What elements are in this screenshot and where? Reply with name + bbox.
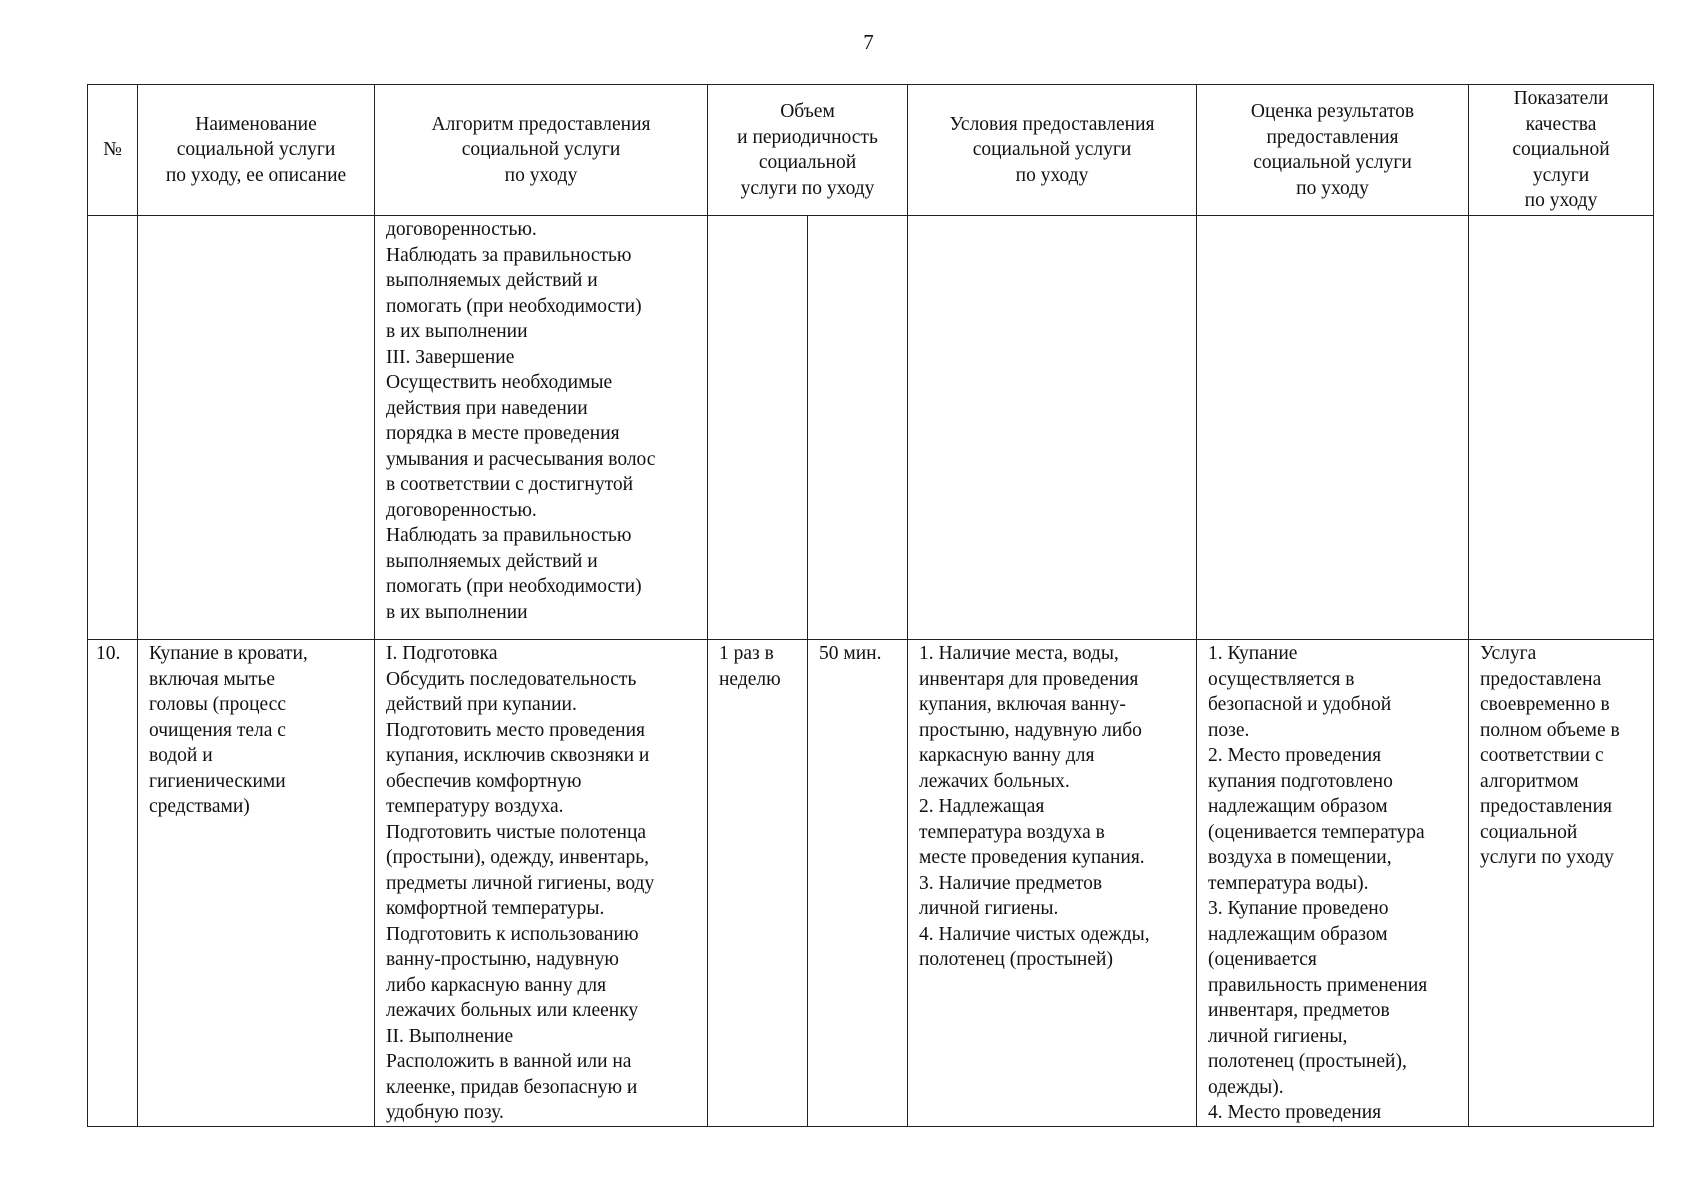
text-line: 3. Купание проведено xyxy=(1208,898,1389,919)
text-line: действий при купании. xyxy=(386,694,577,715)
text-line: действия при наведении xyxy=(386,397,588,419)
text-line: 3. Наличие предметов xyxy=(919,872,1103,894)
text-line: удобную позу. xyxy=(386,1102,504,1123)
text-line: I. Подготовка xyxy=(386,643,498,664)
algorithm-cell xyxy=(375,216,708,640)
text-line: полотенец (простыней), xyxy=(1208,1051,1407,1072)
text-line: полотенец (простыней) xyxy=(919,949,1113,970)
text-line: 1. Купание xyxy=(1208,643,1298,664)
header-text-line: качества xyxy=(1525,113,1597,135)
text-line: гигиеническими xyxy=(149,770,286,792)
header-text-line: социальной услуги xyxy=(461,139,621,161)
text-line: головы (процесс xyxy=(149,694,286,715)
header-text-line: предоставления xyxy=(1266,126,1399,148)
page-number: 7 xyxy=(863,30,874,54)
text-line: предоставления xyxy=(1480,796,1612,817)
header-text-line: и периодичность xyxy=(737,126,878,148)
text-line: температура воздуха в xyxy=(919,821,1105,843)
text-line: Подготовить место проведения xyxy=(386,719,646,741)
text-line: (простыни), одежду, инвентарь, xyxy=(386,847,650,868)
frequency-cell xyxy=(708,640,808,1127)
text-line: 1. Наличие места, воды, xyxy=(919,643,1119,664)
text-line: либо каркасную ванну для xyxy=(386,974,607,996)
header-text-line: по уходу xyxy=(1524,190,1598,212)
text-line: купания подготовлено xyxy=(1208,770,1393,792)
text-line: в их выполнении xyxy=(386,321,528,342)
text-line: предметы личной гигиены, воду xyxy=(386,872,655,894)
text-line: Наблюдать за правильностью xyxy=(386,244,632,266)
header-text-line: по уходу xyxy=(1015,164,1089,186)
text-line: 2. Место проведения xyxy=(1208,745,1382,766)
header-text-line: социальной xyxy=(758,152,857,173)
header-text-line: социальной xyxy=(1512,139,1610,161)
header-algorithm xyxy=(375,85,708,216)
text-line: воздуха в помещении, xyxy=(1208,847,1392,868)
text-line: в их выполнении xyxy=(386,601,528,623)
quality-cell xyxy=(1469,640,1654,1127)
header-text-line: по уходу xyxy=(504,164,578,186)
text-line: договоренностью. xyxy=(386,499,537,521)
conditions-cell xyxy=(908,216,1197,640)
header-text-line: социальной услуги xyxy=(972,139,1132,161)
text-line: Услуга xyxy=(1480,643,1537,664)
text-line: надлежащим образом xyxy=(1208,796,1388,817)
table-row xyxy=(88,640,1654,1127)
text-line: купания, исключив сквозняки и xyxy=(386,745,650,766)
frequency-cell xyxy=(708,216,808,640)
text-line: водой и xyxy=(149,745,213,766)
text-line: лежачих больных. xyxy=(919,770,1070,792)
text-line: личной гигиены, xyxy=(1208,1025,1348,1047)
text-line: обеспечив комфортную xyxy=(386,770,582,792)
text-line: помогать (при необходимости) xyxy=(386,576,642,597)
text-line: (оценивается температура xyxy=(1208,821,1425,843)
text-line: договоренностью. xyxy=(386,219,537,240)
header-volume xyxy=(708,85,908,216)
text-line: включая мытье xyxy=(149,668,276,690)
header-text-line: Объем xyxy=(780,101,835,122)
text-line: ванну-простыню, надувную xyxy=(386,949,619,970)
text-line: Подготовить к использованию xyxy=(386,923,639,945)
conditions-cell xyxy=(908,640,1197,1127)
text-line: порядка в месте проведения xyxy=(386,423,620,444)
text-line: позе. xyxy=(1208,719,1250,741)
text-line: надлежащим образом xyxy=(1208,923,1388,945)
text-line: в соответствии с достигнутой xyxy=(386,474,634,495)
text-line: Обсудить последовательность xyxy=(386,668,637,690)
text-line: очищения тела с xyxy=(149,719,286,741)
text-line: Подготовить чистые полотенца xyxy=(386,821,647,843)
text-line: выполняемых действий и xyxy=(386,550,598,572)
services-table xyxy=(87,84,1654,1127)
text-line: 4. Место проведения xyxy=(1208,1102,1382,1123)
text-line: осуществляется в xyxy=(1208,668,1355,690)
text-line: правильность применения xyxy=(1208,974,1428,996)
header-text-line: услуги xyxy=(1532,164,1590,186)
text-line: температуру воздуха. xyxy=(386,796,564,817)
service-name-cell xyxy=(138,216,375,640)
evaluation-cell xyxy=(1197,216,1469,640)
duration-cell xyxy=(808,640,908,1127)
text-line: Наблюдать за правильностью xyxy=(386,525,632,546)
text-line: полном объеме в xyxy=(1480,719,1620,741)
text-line: лежачих больных или клеенку xyxy=(386,1000,639,1021)
header-service-name xyxy=(138,85,375,216)
text-line: инвентаря для проведения xyxy=(919,668,1139,690)
header-text-line: социальной услуги xyxy=(176,139,336,161)
text-line: купания, включая ванну- xyxy=(919,694,1126,715)
header-text-line: Наименование xyxy=(195,113,317,135)
header-number: № xyxy=(88,85,138,216)
header-text-line: Показатели xyxy=(1513,88,1609,110)
text-line: предоставлена xyxy=(1480,668,1602,690)
text-line: (оценивается xyxy=(1208,949,1317,970)
header-text-line: Алгоритм предоставления xyxy=(431,113,651,135)
text-line: каркасную ванну для xyxy=(919,745,1095,766)
text-line: Расположить в ванной или на xyxy=(386,1051,632,1072)
text-line: месте проведения купания. xyxy=(919,847,1145,868)
text-line: помогать (при необходимости) xyxy=(386,295,642,317)
text-line: 4. Наличие чистых одежды, xyxy=(919,923,1150,945)
text-line: Купание в кровати, xyxy=(149,643,308,664)
text-line: комфортной температуры. xyxy=(386,898,605,919)
text-line: услуги по уходу xyxy=(1480,847,1614,868)
header-text-line: Условия предоставления xyxy=(949,113,1155,135)
header-text-line: услуги по уходу xyxy=(740,177,875,199)
duration-cell xyxy=(808,216,908,640)
header-conditions xyxy=(908,85,1197,216)
text-line: средствами) xyxy=(149,796,250,817)
text-line: температура воды). xyxy=(1208,872,1369,894)
text-line: своевременно в xyxy=(1480,694,1610,715)
text-line: II. Выполнение xyxy=(386,1025,514,1047)
algorithm-cell xyxy=(375,640,708,1127)
text-line: Осуществить необходимые xyxy=(386,372,613,393)
text-line: III. Завершение xyxy=(386,346,515,368)
quality-cell xyxy=(1469,216,1654,640)
text-line: социальной xyxy=(1480,821,1578,843)
header-text-line: социальной услуги xyxy=(1253,152,1412,173)
text-line: неделю xyxy=(719,668,781,690)
table-header-row xyxy=(88,85,1654,216)
table-row xyxy=(88,216,1654,640)
text-line: соответствии с xyxy=(1480,745,1604,766)
text-line: умывания и расчесывания волос xyxy=(386,448,656,470)
text-line: алгоритмом xyxy=(1480,770,1579,792)
text-line: простыню, надувную либо xyxy=(919,719,1142,741)
row-number-cell: 10. xyxy=(88,640,138,1127)
header-text-line: Оценка результатов xyxy=(1250,101,1415,122)
text-line: выполняемых действий и xyxy=(386,270,598,291)
text-line: личной гигиены. xyxy=(919,898,1059,919)
header-text-line: по уходу, ее описание xyxy=(165,164,347,186)
text-line: клеенке, придав безопасную и xyxy=(386,1076,638,1098)
text-line: инвентаря, предметов xyxy=(1208,1000,1390,1021)
text-line: безопасной и удобной xyxy=(1208,694,1392,715)
header-text-line: по уходу xyxy=(1296,177,1369,199)
row-number-cell xyxy=(88,216,138,640)
text-line: 1 раз в xyxy=(719,643,774,664)
text-line: 2. Надлежащая xyxy=(919,796,1045,817)
header-quality xyxy=(1469,85,1654,216)
text-line: одежды). xyxy=(1208,1076,1284,1098)
header-evaluation xyxy=(1197,85,1469,216)
evaluation-cell xyxy=(1197,640,1469,1127)
service-name-cell xyxy=(138,640,375,1127)
text-line: 50 мин. xyxy=(819,643,882,664)
